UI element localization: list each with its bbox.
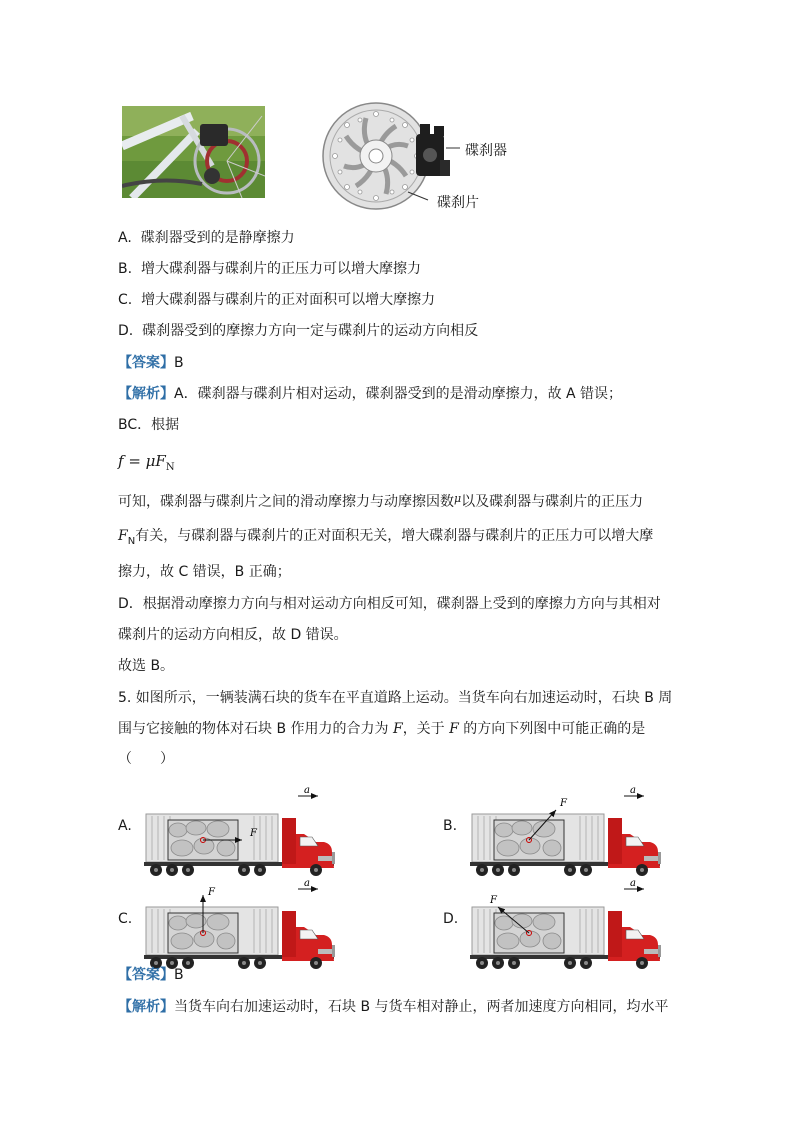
- q5-option-b-figure: [468, 784, 668, 876]
- option-letter: A.: [118, 230, 132, 246]
- label-disc: 碟刹片: [437, 195, 479, 211]
- q4-analysis-line8: 故选 B。: [118, 658, 175, 674]
- stem-text: 的方向下列图中可能正确的是: [458, 721, 646, 737]
- option-letter: C.: [118, 292, 133, 308]
- q5-answer: [118, 965, 184, 985]
- q4-analysis-line6: D．根据滑动摩擦力方向与相对运动方向相反可知，碟刹器上受到的摩擦力方向与其相对: [118, 596, 661, 612]
- mu-symbol: μ: [454, 492, 462, 505]
- label-caliper: 碟刹器: [465, 143, 507, 159]
- q5-option-c-figure: [142, 877, 342, 969]
- q5-option-c-letter: C.: [118, 911, 133, 927]
- q4-analysis-line1: [118, 384, 622, 404]
- force-label: F: [250, 828, 257, 839]
- analysis-tag: 【解析】: [118, 386, 174, 402]
- stem-text: 围与它接触的物体对石块 B 作用力的合力为: [118, 721, 393, 737]
- acceleration-label: a: [630, 878, 636, 889]
- q5-stem-line1: 5. 如图所示，一辆装满石块的货车在平直道路上运动。当货车向右加速运动时，石块 B 周: [118, 690, 673, 706]
- q4-analysis-line2: BC．根据: [118, 417, 180, 433]
- answer-value: B: [174, 355, 184, 371]
- acceleration-label: a: [304, 785, 310, 796]
- q5-option-a-figure: [142, 784, 342, 876]
- answer-tag: 【答案】: [118, 355, 174, 371]
- q5-option-d-letter: D.: [443, 911, 459, 927]
- option-text: 碟刹器受到的是静摩擦力: [140, 230, 295, 246]
- q4-option-b: [118, 259, 421, 279]
- q4-analysis-line7: 碟刹片的运动方向相反，故 D 错误。: [118, 627, 348, 643]
- q5-option-d-figure: [468, 877, 668, 969]
- q4-option-d: [118, 321, 478, 341]
- acceleration-label: a: [304, 878, 310, 889]
- q5-analysis: [118, 997, 669, 1017]
- answer-value: B: [174, 967, 184, 983]
- analysis-text: 当货车向右加速运动时，石块 B 与货车相对静止，两者加速度方向相同，均水平: [174, 999, 669, 1015]
- option-text: 增大碟刹器与碟刹片的正对面积可以增大摩擦力: [141, 292, 436, 308]
- force-symbol: F: [392, 721, 403, 737]
- analysis-text: A．碟刹器与碟刹片相对运动，碟刹器受到的是滑动摩擦力，故 A 错误；: [174, 386, 623, 402]
- q4-analysis-line4: [118, 526, 653, 552]
- q4-formula: [118, 451, 175, 478]
- option-text: 碟刹器受到的摩擦力方向一定与碟刹片的运动方向相反: [142, 323, 479, 339]
- q4-option-a: [118, 228, 295, 248]
- force-label: F: [490, 895, 497, 906]
- option-text: 增大碟刹器与碟刹片的正压力可以增大摩擦力: [140, 261, 421, 277]
- q4-analysis-line5: 擦力，故 C 错误，B 正确；: [118, 564, 291, 580]
- q4-analysis-line3: [118, 489, 643, 512]
- analysis-tag: 【解析】: [118, 999, 174, 1015]
- analysis-text: 有关，与碟刹器与碟刹片的正对面积无关，增大碟刹器与碟刹片的正压力可以增大摩: [135, 528, 654, 544]
- q4-option-c: [118, 290, 435, 310]
- force-label: F: [560, 798, 567, 809]
- answer-tag: 【答案】: [118, 967, 174, 983]
- option-letter: D.: [118, 323, 134, 339]
- q4-answer: [118, 353, 184, 373]
- analysis-text: 以及碟刹器与碟刹片的正压力: [461, 494, 644, 510]
- q5-option-a-letter: A.: [118, 818, 132, 834]
- formula-subscript: N: [165, 462, 175, 473]
- q5-stem-line2: [118, 719, 645, 739]
- acceleration-label: a: [630, 785, 636, 796]
- force-label: F: [208, 887, 215, 898]
- bicycle-photo: [122, 106, 265, 198]
- option-letter: B.: [118, 261, 133, 277]
- analysis-text: 可知，碟刹器与碟刹片之间的滑动摩擦力与动摩擦因数: [118, 494, 454, 510]
- formula-text: f = μF: [118, 452, 166, 470]
- stem-text: ，关于: [402, 721, 450, 737]
- fn-symbol: F: [118, 528, 128, 544]
- q5-option-b-letter: B.: [443, 818, 458, 834]
- q5-stem-line3: （ ）: [118, 751, 174, 767]
- fn-subscript: N: [127, 535, 136, 547]
- force-symbol: F: [449, 721, 459, 737]
